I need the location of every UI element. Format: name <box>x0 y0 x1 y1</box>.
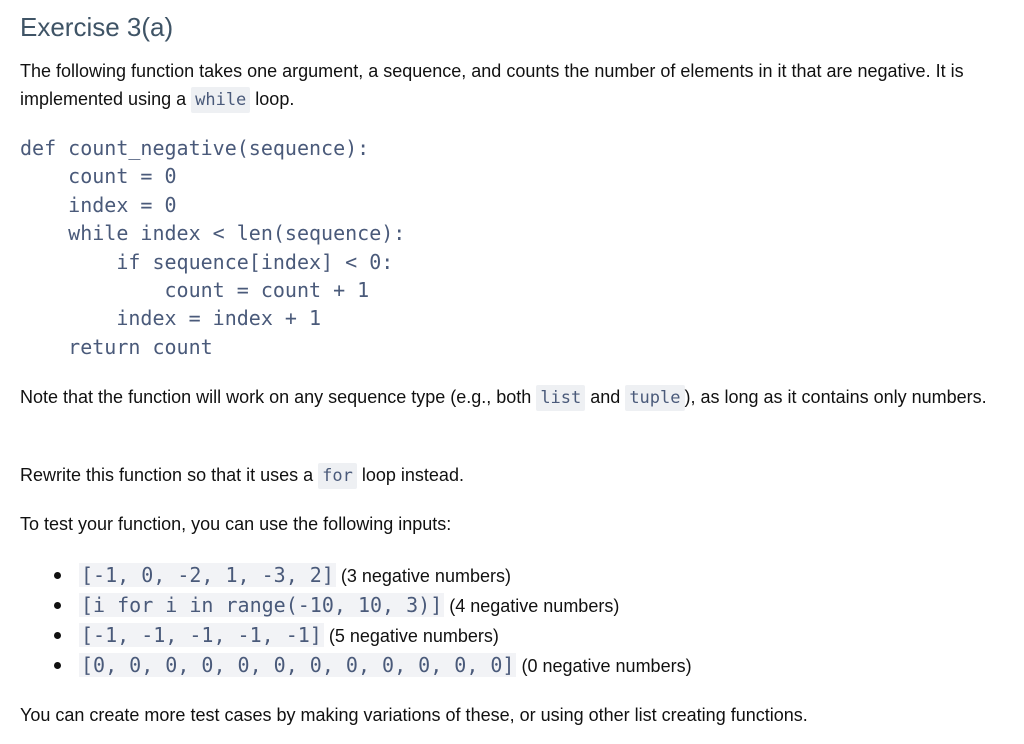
inline-code-tuple: tuple <box>625 385 684 411</box>
rewrite-paragraph <box>20 461 1004 490</box>
inline-code-list: list <box>536 385 585 411</box>
bullet-icon <box>54 572 61 579</box>
test-input-note: (3 negative numbers) <box>335 566 511 586</box>
test-input-list <box>0 560 1024 680</box>
note-text-2: and <box>585 387 626 407</box>
code-line: count = 0 <box>20 164 177 189</box>
code-line: return count <box>20 334 213 359</box>
note-paragraph <box>20 383 1004 412</box>
intro-text-2: loop. <box>250 89 295 109</box>
code-line: while index < len(sequence): <box>20 221 406 246</box>
code-line: def count_negative(sequence): <box>20 136 370 160</box>
rewrite-text-1: Rewrite this function so that it uses a <box>20 465 319 485</box>
test-input-note: (4 negative numbers) <box>444 596 620 616</box>
bullet-icon <box>54 602 61 609</box>
rewrite-text-2: loop instead. <box>356 465 464 485</box>
page-title: Exercise 3(a) <box>20 12 174 42</box>
code-line: index = 0 <box>20 192 177 217</box>
note-text-1: Note that the function will work on any sequence type (e.g., both <box>20 387 537 407</box>
inline-code-for: for <box>318 463 357 489</box>
test-input-item <box>0 590 1024 620</box>
test-input-code: [i for i in range(-10, 10, 3)] <box>81 593 443 617</box>
test-input-item <box>0 620 1024 650</box>
inline-code-while: while <box>191 87 250 113</box>
test-input-note: (0 negative numbers) <box>516 656 692 676</box>
test-intro-paragraph: To test your function, you can use the following inputs: <box>20 514 452 534</box>
bullet-icon <box>54 662 61 669</box>
code-line: index = index + 1 <box>20 306 322 331</box>
code-line: count = count + 1 <box>20 277 370 302</box>
intro-paragraph <box>20 57 1004 114</box>
test-input-code: [0, 0, 0, 0, 0, 0, 0, 0, 0, 0, 0, 0] <box>81 653 515 677</box>
code-line: if sequence[index] < 0: <box>20 249 394 274</box>
test-input-code: [-1, -1, -1, -1, -1] <box>81 623 322 647</box>
code-block <box>20 134 405 361</box>
note-text-3: ), as long as it contains only numbers. <box>684 387 987 407</box>
test-input-note: (5 negative numbers) <box>323 626 499 646</box>
intro-text-1: The following function takes one argument, a sequence, and counts the number of elements in it that are negative. It is implemented using a <box>20 61 964 109</box>
test-input-code: [-1, 0, -2, 1, -3, 2] <box>81 563 334 587</box>
test-input-item <box>0 650 1024 680</box>
outro-paragraph: You can create more test cases by making variations of these, or using other list creating functions. <box>20 705 808 725</box>
bullet-icon <box>54 632 61 639</box>
test-input-item <box>0 560 1024 590</box>
